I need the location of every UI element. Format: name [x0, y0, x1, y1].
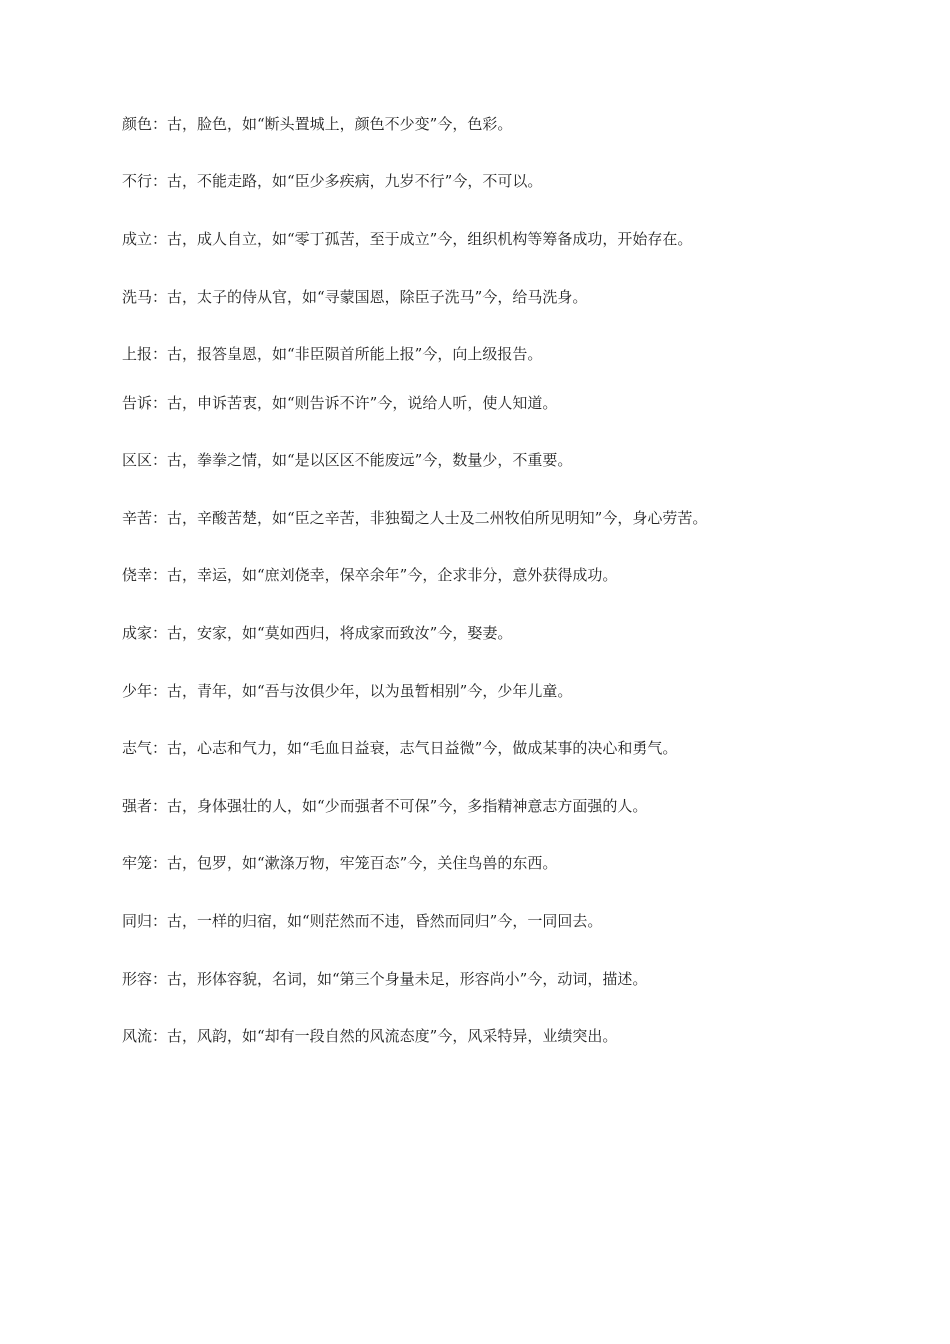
entry-shaonian: 少年：古，青年，如“吾与汝俱少年，以为虽暂相别”今，少年儿童。	[122, 682, 573, 700]
entry-zhiqi: 志气：古，心志和气力，如“毛血日益衰，志气日益微”今，做成某事的决心和勇气。	[122, 739, 678, 757]
entry-xima: 洗马：古，太子的侍从官，如“寻蒙国恩，除臣子洗马”今，给马洗身。	[122, 288, 588, 306]
entry-jiaoxing: 侥幸：古，幸运，如“庶刘侥幸，保卒余年”今，企求非分，意外获得成功。	[122, 566, 618, 584]
entry-xingrong: 形容：古，形体容貌，名词，如“第三个身量未足，形容尚小”今，动词，描述。	[122, 970, 648, 988]
entry-gaosu: 告诉：古，申诉苦衷，如“则告诉不许”今，说给人听，使人知道。	[122, 394, 558, 412]
entry-chengjia: 成家：古，安家，如“莫如西归，将成家而致汝”今，娶妻。	[122, 624, 513, 642]
entry-qiangzhe: 强者：古，身体强壮的人，如“少而强者不可保”今，多指精神意志方面强的人。	[122, 797, 648, 815]
entry-fengliu: 风流：古，风韵，如“却有一段自然的风流态度”今，风采特异，业绩突出。	[122, 1027, 618, 1045]
entry-chengli: 成立：古，成人自立，如“零丁孤苦，至于成立”今，组织机构等筹备成功，开始存在。	[122, 230, 693, 248]
entry-shangbao: 上报：古，报答皇恩，如“非臣陨首所能上报”今，向上级报告。	[122, 345, 543, 363]
entry-xinku: 辛苦：古，辛酸苦楚，如“臣之辛苦，非独蜀之人士及二州牧伯所见明知”今，身心劳苦。	[122, 509, 708, 527]
entry-tonggui: 同归：古，一样的归宿，如“则茫然而不违，昏然而同归”今，一同回去。	[122, 912, 603, 930]
entry-yanse: 颜色：古，脸色，如“断头置城上，颜色不少变”今，色彩。	[122, 115, 513, 133]
entry-ququ: 区区：古，拳拳之情，如“是以区区不能废远”今，数量少，不重要。	[122, 451, 573, 469]
entry-laolong: 牢笼：古，包罗，如“漱涤万物，牢笼百态”今，关住鸟兽的东西。	[122, 854, 558, 872]
entry-buxing: 不行：古，不能走路，如“臣少多疾病，九岁不行”今，不可以。	[122, 172, 543, 190]
